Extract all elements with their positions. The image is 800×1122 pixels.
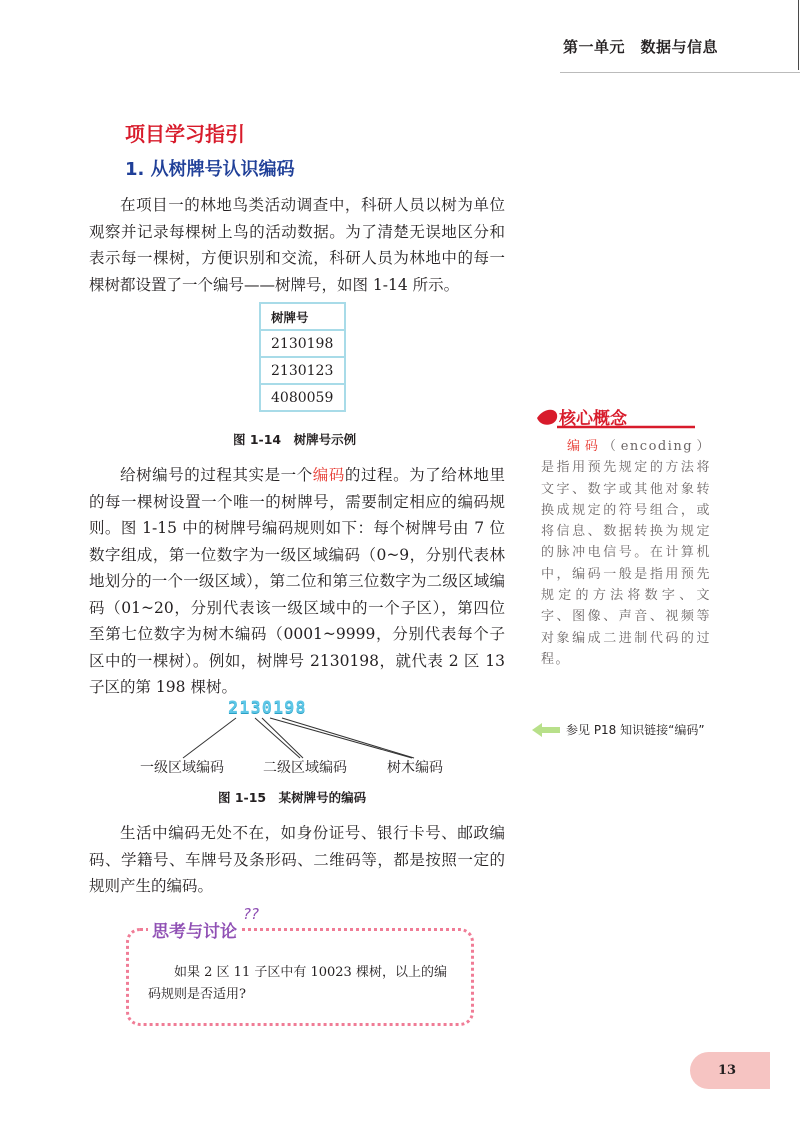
- think-discuss-title: 思考与讨论: [148, 917, 241, 942]
- paragraph-encoding-rules: [89, 462, 505, 701]
- subsection-number: 1.: [125, 159, 145, 180]
- label-tree-code: 树木编码: [387, 760, 443, 776]
- paragraph-everyday-encoding: 生活中编码无处不在，如身份证号、银行卡号、邮政编码、学籍号、车牌号及条形码、二维码等，都是按照一定的规则产生的编码。: [89, 824, 505, 895]
- figure-caption-1-15: 图 1-15 某树牌号的编码: [218, 790, 367, 805]
- page-number: 13: [718, 1063, 737, 1078]
- header-vertical-rule: [798, 0, 799, 70]
- see-also-text: 参见 P18 知识链接“编码”: [566, 723, 705, 737]
- connector-line-level1: [183, 718, 236, 758]
- connector-line-tree: [270, 718, 412, 758]
- table-header-row: [260, 303, 345, 330]
- core-concept-term: 编码: [567, 439, 603, 454]
- left-arrow-icon: [532, 723, 560, 737]
- encoding-term-highlight: 编码: [312, 466, 345, 484]
- table-cell: 2130198: [260, 330, 345, 357]
- label-level2-region: 二级区域编码: [263, 760, 347, 776]
- connector-line-tree2: [282, 718, 414, 758]
- think-discuss-question: 如果 2 区 11 子区中有 10023 棵树，以上的编码规则是否适用?: [148, 965, 447, 1002]
- core-concept-definition: [541, 436, 711, 670]
- table-cell: 4080059: [260, 384, 345, 411]
- label-level1-region: 一级区域编码: [140, 760, 224, 776]
- paragraph2-before: 给树编号的过程其实是一个: [120, 466, 313, 484]
- subsection-text: 从树牌号认识编码: [150, 159, 295, 180]
- connector-line-level2a: [255, 718, 300, 758]
- table-cell: 2130123: [260, 357, 345, 384]
- table-row: [260, 384, 345, 411]
- table-row: [260, 357, 345, 384]
- see-also-note: [532, 721, 705, 738]
- tree-code-number: 2130198: [228, 698, 307, 718]
- section-title: 项目学习指引: [125, 122, 245, 146]
- table-row: [260, 330, 345, 357]
- header-horizontal-rule: [560, 72, 800, 73]
- core-concept-body: （encoding）是指用预先规定的方法将文字、数字或其他对象转换成规定的符号组合，或将信息、数据转换为规定的脉冲电信号。在计算机中，编码一般是指用预先规定的方法将数字、文字、图像、声音、视频等对象编成二进制代码的过程。: [541, 439, 711, 667]
- table-header: 树牌号: [260, 303, 345, 330]
- paragraph-intro: 在项目一的林地鸟类活动调查中，科研人员以树为单位观察并记录每棵树上鸟的活动数据。为了清楚无误地区分和表示每一棵树，方便识别和交流，科研人员为林地中的每一棵树都设置了一个编号——树牌号，如图 1-14 所示。: [89, 196, 505, 294]
- question-marks-icon: ??: [243, 905, 259, 923]
- leaf-icon: [537, 410, 557, 425]
- tree-number-table: [259, 302, 346, 412]
- figure-caption-1-14: 图 1-14 树牌号示例: [233, 432, 357, 447]
- paragraph2-after: 的过程。为了给林地里的每一棵树设置一个唯一的树牌号，需要制定相应的编码规则。图 1-15 中的树牌号编码规则如下：每个树牌号由 7 位数字组成，第一位数字为一级区域编码（0~9，分别代表林地划分的一个一级区域），第二位和第三位数字为二级区域编码（01~20，分别代表该一级区域中的一个子区），第四位至第七位数字为树木编码（0001~9999，分别代表每个子区中的一棵树）。例如，树牌号 2130198，就代表 2 区 13 子区的第 198 棵树。: [89, 466, 505, 696]
- connector-line-level2b: [262, 718, 303, 758]
- page-header-title: 第一单元 数据与信息: [562, 38, 718, 56]
- core-concept-title: 核心概念: [559, 409, 627, 429]
- subsection-title: [125, 155, 295, 181]
